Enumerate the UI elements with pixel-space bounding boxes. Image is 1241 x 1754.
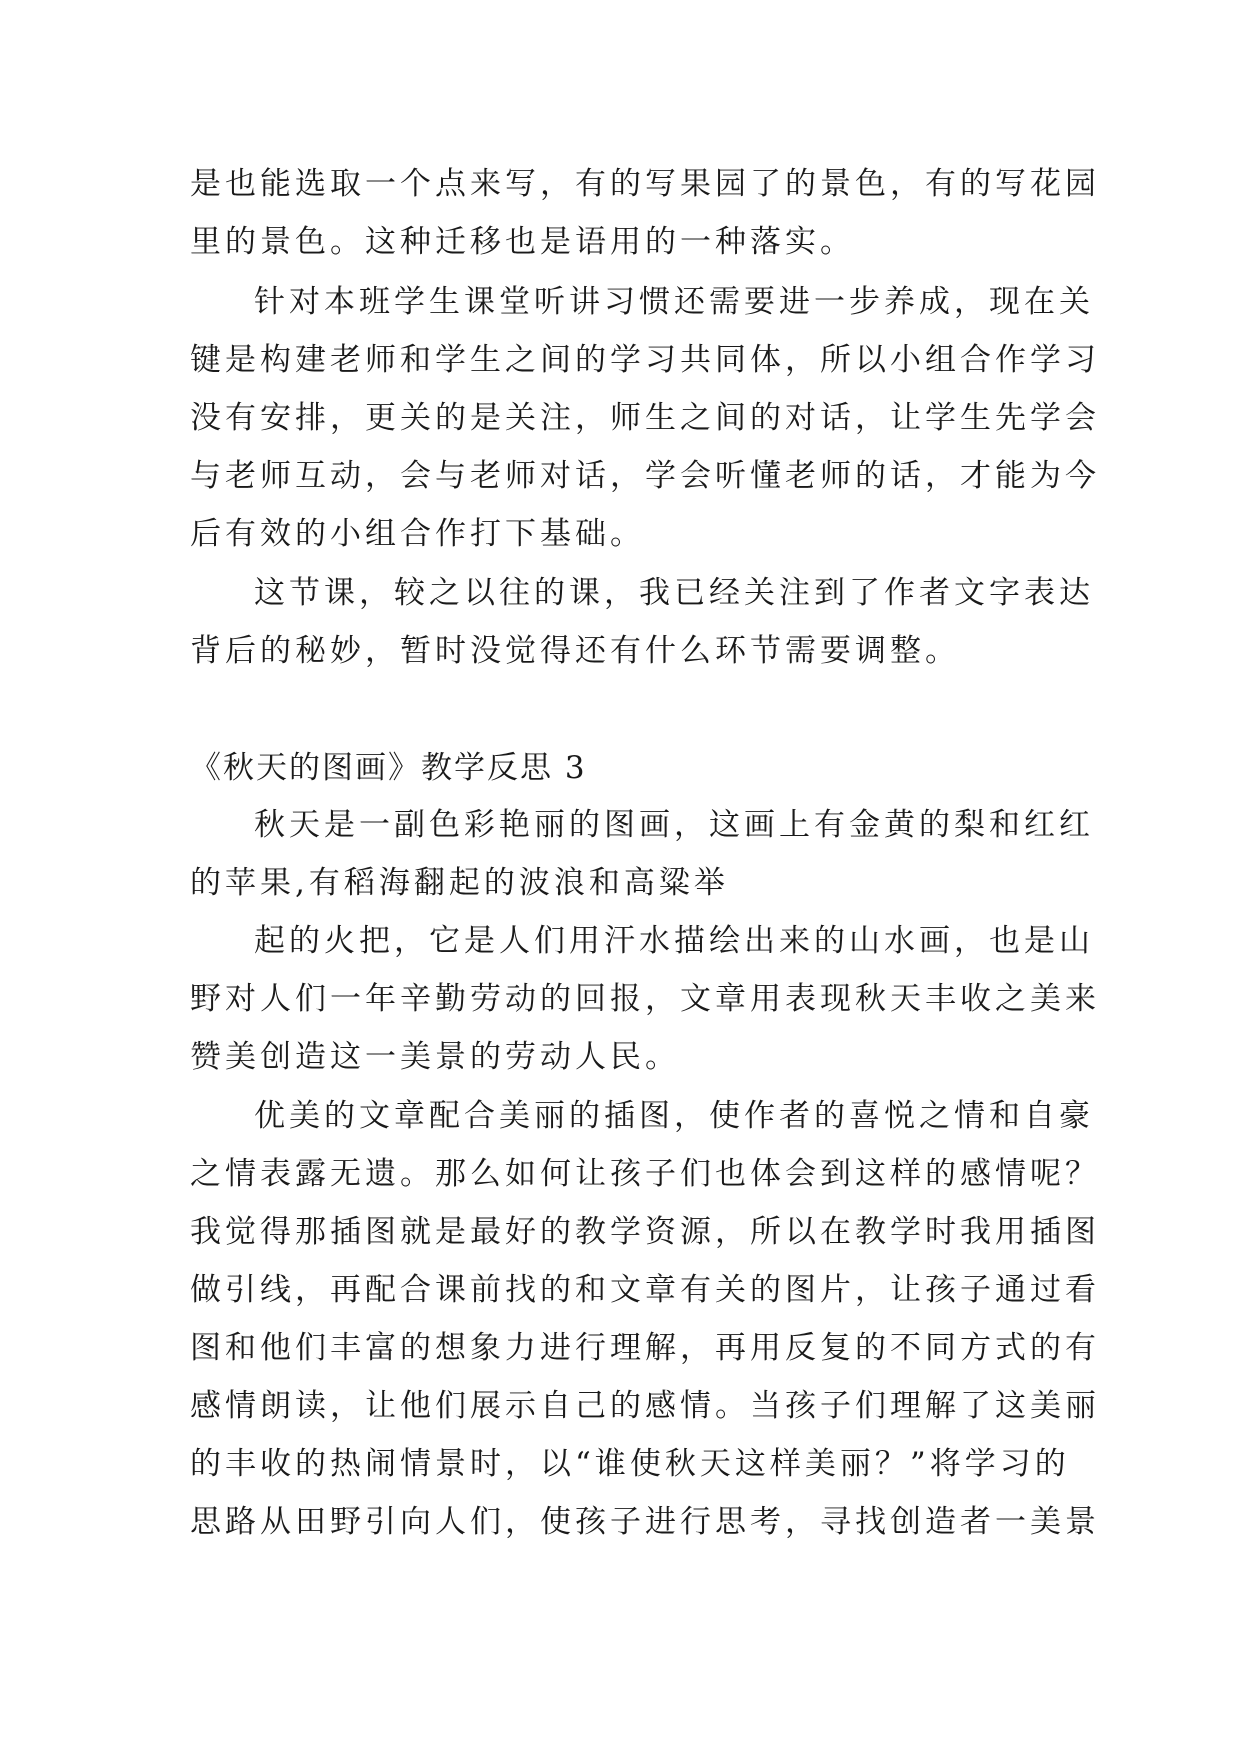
section-heading: 《秋天的图画》教学反思 3 (190, 750, 587, 786)
text-line: 做引线，再配合课前找的和文章有关的图片，让孩子通过看 (190, 1272, 1100, 1308)
text-line: 起的火把，它是人们用汗水描绘出来的山水画，也是山 (254, 923, 1094, 959)
text-line: 赞美创造这一美景的劳动人民。 (190, 1039, 680, 1075)
text-line: 野对人们一年辛勤劳动的回报，文章用表现秋天丰收之美来 (190, 981, 1100, 1017)
text-line: 里的景色。这种迁移也是语用的一种落实。 (190, 224, 855, 260)
text-line: 后有效的小组合作打下基础。 (190, 516, 645, 552)
text-line: 的苹果,有稻海翻起的波浪和高粱举 (190, 865, 729, 901)
text-line: 优美的文章配合美丽的插图，使作者的喜悦之情和自豪 (254, 1098, 1094, 1134)
text-line: 与老师互动，会与老师对话，学会听懂老师的话，才能为今 (190, 458, 1100, 494)
text-line: 图和他们丰富的想象力进行理解，再用反复的不同方式的有 (190, 1330, 1100, 1366)
text-line: 之情表露无遗。那么如何让孩子们也体会到这样的感情呢？ (190, 1156, 1100, 1192)
text-line: 秋天是一副色彩艳丽的图画，这画上有金黄的梨和红红 (254, 807, 1094, 843)
text-line: 键是构建老师和学生之间的学习共同体，所以小组合作学习 (190, 342, 1100, 378)
text-line: 没有安排，更关的是关注，师生之间的对话，让学生先学会 (190, 400, 1100, 436)
text-line: 是也能选取一个点来写，有的写果园了的景色，有的写花园 (190, 166, 1100, 202)
text-line: 背后的秘妙，暂时没觉得还有什么环节需要调整。 (190, 633, 960, 669)
text-line: 思路从田野引向人们，使孩子进行思考，寻找创造者一美景 (190, 1504, 1100, 1540)
text-line: 的丰收的热闹情景时，以“谁使秋天这样美丽？”将学习的 (190, 1446, 1070, 1482)
text-line: 针对本班学生课堂听讲习惯还需要进一步养成，现在关 (254, 284, 1094, 320)
text-line: 这节课，较之以往的课，我已经关注到了作者文字表达 (254, 575, 1094, 611)
text-line: 我觉得那插图就是最好的教学资源，所以在教学时我用插图 (190, 1214, 1100, 1250)
text-line: 感情朗读，让他们展示自己的感情。当孩子们理解了这美丽 (190, 1388, 1100, 1424)
